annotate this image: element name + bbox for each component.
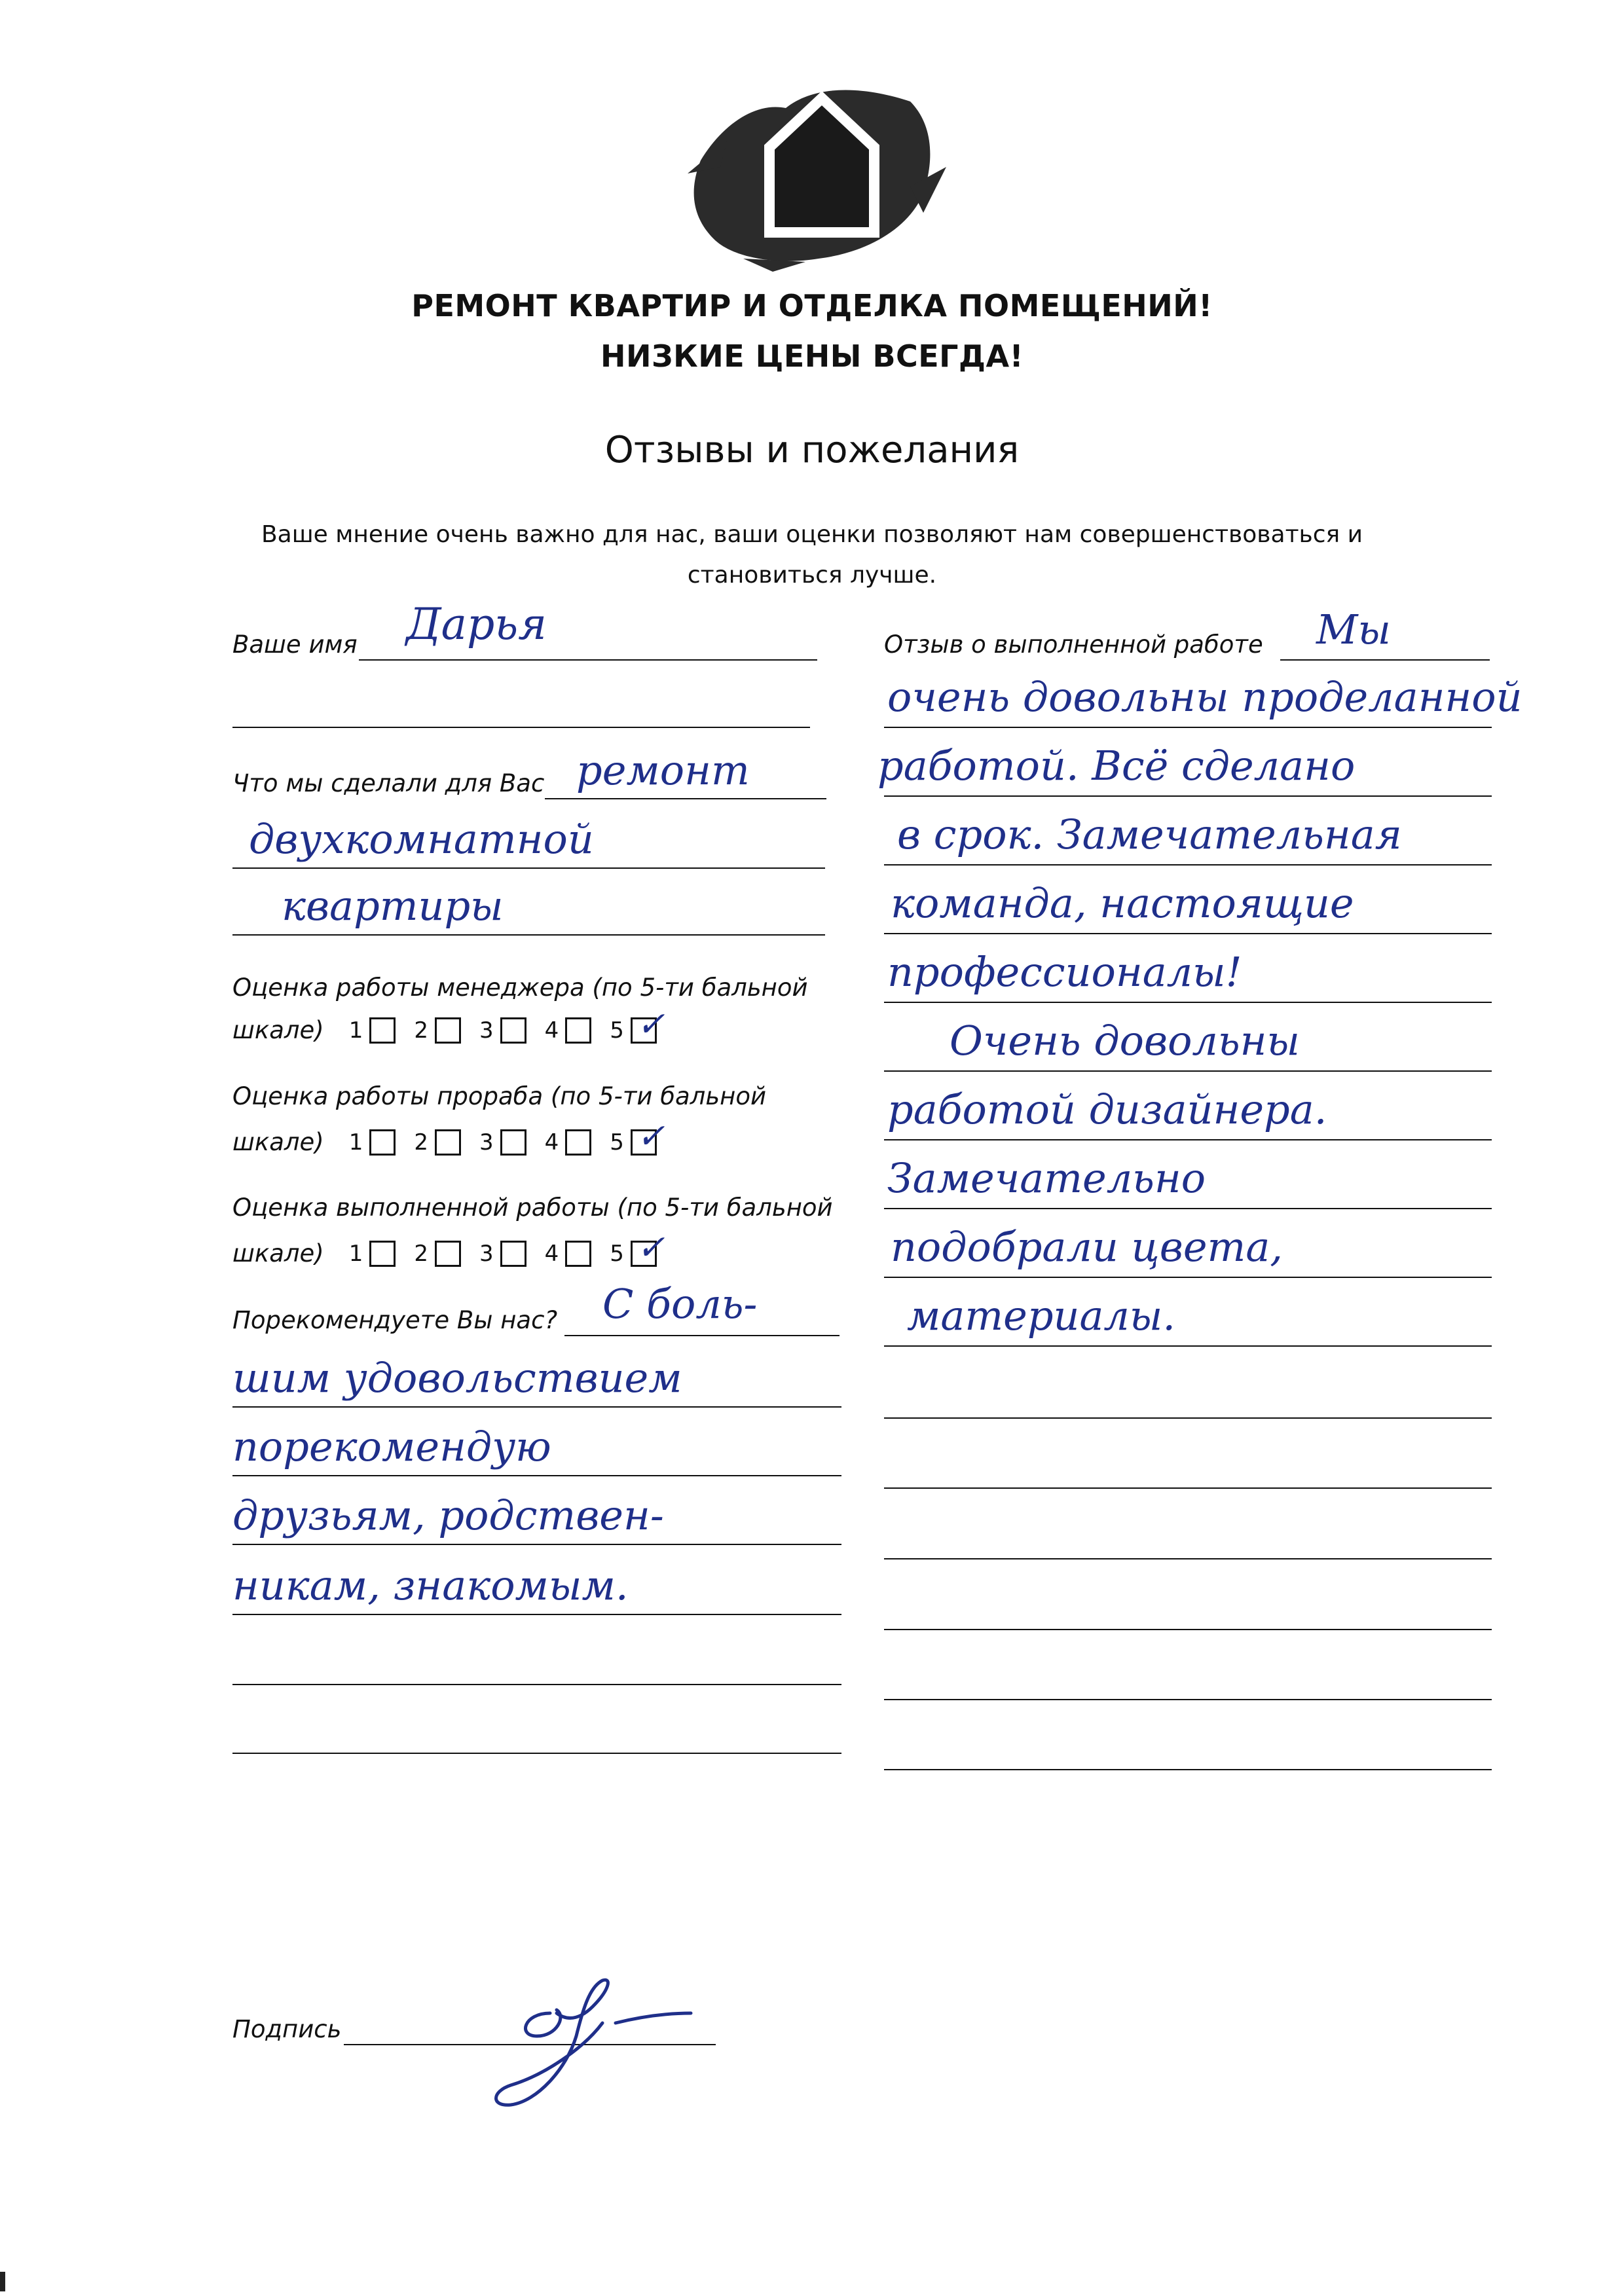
name-value: Дарья <box>406 599 547 649</box>
checkmark-icon: ✓ <box>636 1116 665 1156</box>
rating-manager-option-4[interactable]: 4 <box>545 1017 592 1044</box>
recommend-label: Порекомендуете Вы нас? <box>232 1306 558 1334</box>
name-label: Ваше имя <box>232 630 358 659</box>
rating-work-option-4[interactable]: 4 <box>545 1241 592 1267</box>
recommend-text-5: никам, знакомым. <box>232 1561 629 1609</box>
rating-work-option-2[interactable]: 2 <box>414 1241 461 1267</box>
rating-foreman-scale <box>232 1116 675 1156</box>
rating-foreman-label: Оценка работы прораба (по 5-ти бальной <box>232 1082 767 1110</box>
review-text-6: профессионалы! <box>887 948 1242 996</box>
review-line-13[interactable] <box>884 1487 1492 1489</box>
review-line-9[interactable] <box>884 1208 1492 1209</box>
checkbox[interactable] <box>500 1241 526 1267</box>
review-line-15[interactable] <box>884 1629 1492 1630</box>
rating-foreman-option-3[interactable]: 3 <box>479 1129 526 1156</box>
review-label: Отзыв о выполненной работе <box>884 630 1263 659</box>
work-done-line-2[interactable] <box>232 867 825 869</box>
checkbox-checked[interactable] <box>631 1228 665 1267</box>
intro-text-line1: Ваше мнение очень важно для нас, ваши оценки позволяют нам совершенствоваться и <box>261 521 1363 548</box>
intro-text-line2: становиться лучше. <box>687 562 937 589</box>
checkbox[interactable] <box>565 1017 591 1044</box>
rating-manager-option-2[interactable]: 2 <box>414 1017 461 1044</box>
name-field-line-2[interactable] <box>232 727 810 728</box>
rating-manager-option-1[interactable]: 1 <box>349 1017 396 1044</box>
review-line-1[interactable] <box>1280 659 1490 661</box>
rating-work-option-5[interactable]: 5 ✓ <box>610 1228 665 1267</box>
rating-work-scale-label: шкале) <box>232 1239 324 1267</box>
review-line-17[interactable] <box>884 1769 1492 1770</box>
review-line-14[interactable] <box>884 1558 1492 1559</box>
rating-foreman-scale-label: шкале) <box>232 1128 324 1156</box>
checkbox[interactable] <box>435 1241 461 1267</box>
checkbox[interactable] <box>369 1017 396 1044</box>
rating-manager-scale <box>232 1004 675 1044</box>
review-line-11[interactable] <box>884 1345 1492 1347</box>
work-done-text-2: двухкомнатной <box>249 815 594 863</box>
rating-manager-label: Оценка работы менеджера (по 5-ти бальной <box>232 974 808 1002</box>
checkbox[interactable] <box>369 1241 396 1267</box>
review-line-16[interactable] <box>884 1699 1492 1700</box>
review-line-6[interactable] <box>884 1002 1492 1003</box>
checkbox[interactable] <box>500 1017 526 1044</box>
rating-foreman-option-5[interactable]: 5 ✓ <box>610 1116 665 1156</box>
recommend-line-6[interactable] <box>232 1684 841 1685</box>
rating-manager-scale-label: шкале) <box>232 1016 324 1044</box>
recommend-line-1[interactable] <box>564 1335 840 1336</box>
rating-foreman-option-1[interactable]: 1 <box>349 1129 396 1156</box>
rating-work-scale <box>232 1228 675 1267</box>
review-text-2: очень довольны проделанной <box>887 673 1522 721</box>
checkbox[interactable] <box>565 1129 591 1156</box>
checkbox-checked[interactable] <box>631 1004 665 1044</box>
review-line-4[interactable] <box>884 864 1492 866</box>
review-line-10[interactable] <box>884 1277 1492 1278</box>
review-line-3[interactable] <box>884 795 1492 797</box>
recommend-line-7[interactable] <box>232 1753 841 1754</box>
checkbox[interactable] <box>435 1129 461 1156</box>
recommend-text-3: порекомендую <box>232 1423 551 1470</box>
recommend-text-4: друзьям, родствен- <box>232 1491 664 1539</box>
review-line-8[interactable] <box>884 1139 1492 1140</box>
review-line-7[interactable] <box>884 1070 1492 1072</box>
checkbox[interactable] <box>565 1241 591 1267</box>
company-slogan-line2: НИЗКИЕ ЦЕНЫ ВСЕГДА! <box>600 338 1024 374</box>
recommend-text-1: С боль- <box>602 1280 758 1328</box>
company-slogan-line1: РЕМОНТ КВАРТИР И ОТДЕЛКА ПОМЕЩЕНИЙ! <box>411 288 1213 323</box>
rating-work-option-3[interactable]: 3 <box>479 1241 526 1267</box>
checkbox[interactable] <box>369 1129 396 1156</box>
recommend-text-2: шим удовольствием <box>232 1354 682 1402</box>
checkmark-icon: ✓ <box>636 1004 665 1044</box>
recommend-line-3[interactable] <box>232 1475 841 1476</box>
review-text-3: работой. Всё сделано <box>877 742 1356 790</box>
name-field-line[interactable] <box>359 659 817 661</box>
recommend-line-4[interactable] <box>232 1544 841 1545</box>
signature-label: Подпись <box>232 2015 342 2043</box>
review-line-12[interactable] <box>884 1417 1492 1419</box>
rating-manager-option-5[interactable]: 5 ✓ <box>610 1004 665 1044</box>
review-text-10: подобрали цвета, <box>891 1223 1283 1271</box>
review-text-8: работой дизайнера. <box>887 1085 1327 1133</box>
review-line-5[interactable] <box>884 933 1492 934</box>
page-title: Отзывы и пожелания <box>604 429 1020 471</box>
checkbox[interactable] <box>435 1017 461 1044</box>
rating-foreman-option-4[interactable]: 4 <box>545 1129 592 1156</box>
house-logo-icon <box>674 62 950 272</box>
review-text-5: команда, настоящие <box>891 879 1354 927</box>
scan-edge-mark <box>0 2272 5 2291</box>
work-done-line-1[interactable] <box>545 798 826 799</box>
checkmark-icon: ✓ <box>636 1228 665 1267</box>
review-text-11: материалы. <box>907 1292 1176 1339</box>
rating-work-option-1[interactable]: 1 <box>349 1241 396 1267</box>
signature-icon <box>452 1951 733 2115</box>
review-text-1: Мы <box>1316 606 1391 653</box>
recommend-line-2[interactable] <box>232 1406 841 1408</box>
recommend-line-5[interactable] <box>232 1614 841 1615</box>
work-done-line-3[interactable] <box>232 934 825 936</box>
review-text-9: Замечательно <box>887 1154 1206 1202</box>
checkbox[interactable] <box>500 1129 526 1156</box>
review-text-4: в срок. Замечательная <box>897 811 1402 858</box>
rating-foreman-option-2[interactable]: 2 <box>414 1129 461 1156</box>
review-line-2[interactable] <box>884 727 1492 728</box>
checkbox-checked[interactable] <box>631 1116 665 1156</box>
rating-work-label: Оценка выполненной работы (по 5-ти бальной <box>232 1194 833 1222</box>
work-done-text-1: ремонт <box>576 746 750 794</box>
rating-manager-option-3[interactable]: 3 <box>479 1017 526 1044</box>
work-done-label: Что мы сделали для Вас <box>232 769 545 797</box>
work-done-text-3: квартиры <box>282 882 504 930</box>
review-text-7: Очень довольны <box>950 1017 1300 1065</box>
